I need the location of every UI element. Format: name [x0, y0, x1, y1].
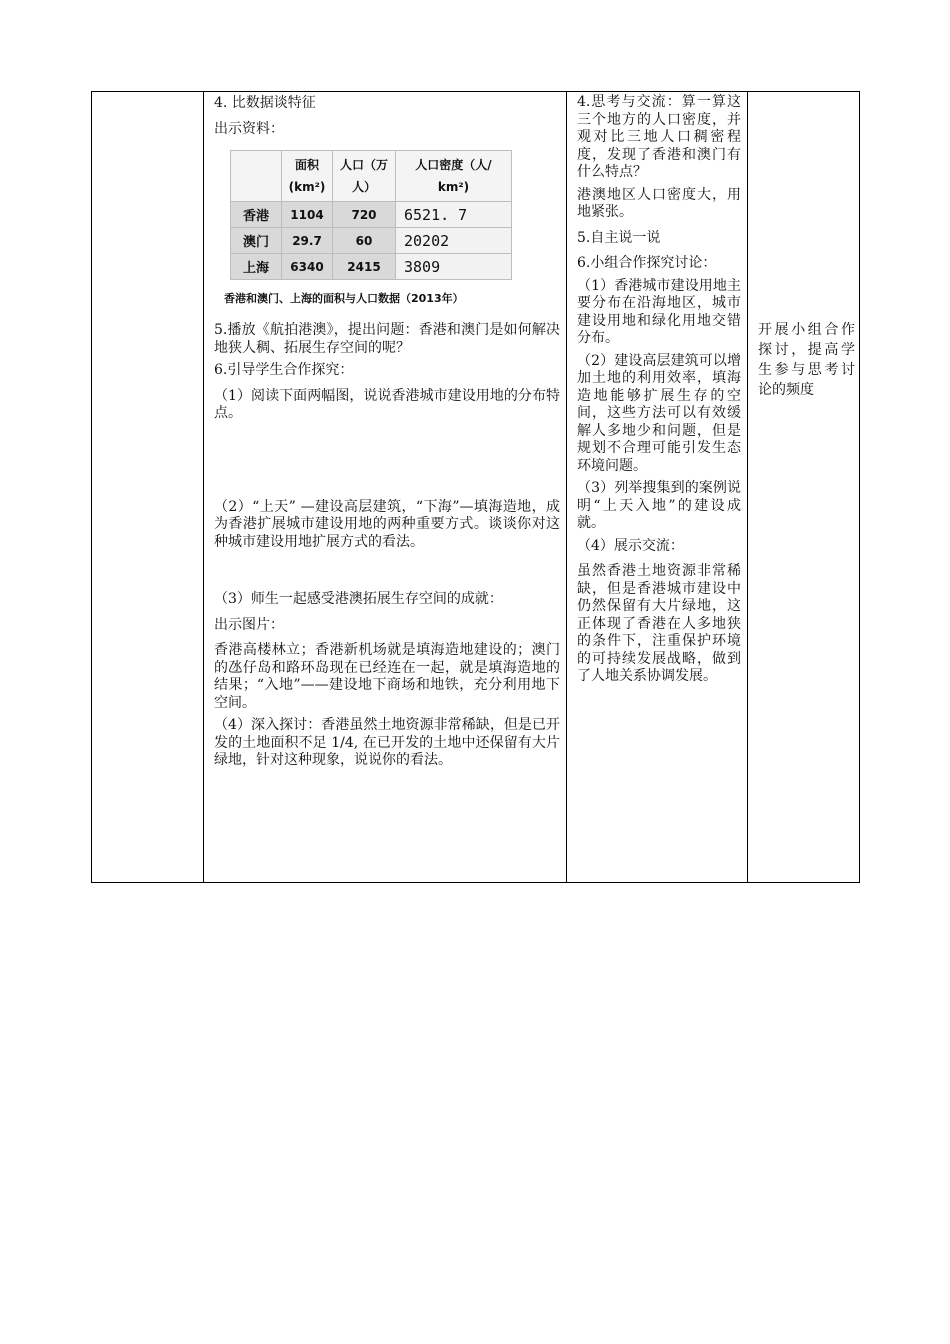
show-material-label: 出示资料： — [214, 120, 284, 137]
question-2: （2）“上天” —建设高层建筑，“下海”—填海造地，成为香港扩展城市建设用地的两种重要方式。谈谈你对这种城市建设用地扩展方式的看法。 — [214, 498, 560, 550]
answer-3: （3）列举搜集到的案例说明“上天入地”的建设成就。 — [577, 480, 741, 531]
lesson-table — [91, 91, 860, 883]
row-name: 上海 — [231, 254, 282, 280]
header-density: 人口密度（人/ km²) — [396, 151, 512, 202]
pictures-description: 香港高楼林立；香港新机场就是填海造地建设的；澳门的氹仔岛和路环岛现在已经连在一起，就是填海造地的结果；“入地”——建设地下商场和地铁，充分利用地下空间。 — [214, 642, 560, 711]
column-student-activity — [568, 92, 747, 882]
header-area: 面积 (km²) — [282, 151, 333, 202]
step-6-text: 6.引导学生合作探究： — [214, 362, 354, 378]
row-name: 澳门 — [231, 228, 282, 254]
row-population: 720 — [333, 202, 396, 228]
section-heading: 4. 比数据谈特征 — [214, 95, 316, 111]
column-teacher-activity — [205, 92, 566, 882]
column-divider — [747, 92, 748, 882]
think-exchange: 4.思考与交流：算一算这三个地方的人口密度，并观对比三地人口稠密程度，发现了香港和澳门有什么特点？ — [577, 94, 741, 180]
design-intent-text: 开展小组合作探讨，提高学生参与思考讨论的频度 — [758, 322, 855, 398]
group-discussion: 6.小组合作探究讨论： — [577, 255, 717, 271]
column-divider — [203, 92, 204, 882]
answer-density: 港澳地区人口密度大，用地紧张。 — [577, 186, 741, 220]
column-divider — [566, 92, 567, 882]
show-pictures-label: 出示图片： — [214, 616, 284, 633]
table-row — [231, 254, 512, 280]
table-corner — [231, 151, 282, 202]
row-area: 6340 — [282, 254, 333, 280]
answer-1: （1）香港城市建设用地主要分布在沿海地区，城市建设用地和绿化用地交错分布。 — [577, 277, 741, 346]
row-density: 6521. 7 — [396, 202, 512, 228]
table-row — [231, 228, 512, 254]
answer-4-label: （4）展示交流： — [577, 537, 684, 554]
row-population: 60 — [333, 228, 396, 254]
table-header-row — [231, 151, 512, 202]
row-area: 29.7 — [282, 228, 333, 254]
question-1: （1）阅读下面两幅图，说说香港城市建设用地的分布特点。 — [214, 387, 560, 421]
column-design-intent — [749, 92, 861, 882]
question-4: （4）深入探讨：香港虽然土地资源非常稀缺，但是已开发的土地面积不足 1/4, 在已开发的土地中还保留有大片绿地，针对这种现象，说说你的看法。 — [214, 717, 560, 768]
row-area: 1104 — [282, 202, 333, 228]
answer-4-text: 虽然香港土地资源非常稀缺，但是香港城市建设中仍然保留有大片绿地，这正体现了香港在人多地狭的条件下，注重保护环境的可持续发展战略，做到了人地关系协调发展。 — [577, 563, 741, 684]
population-data-table — [230, 150, 512, 280]
table-row — [231, 202, 512, 228]
row-density: 20202 — [396, 228, 512, 254]
header-population: 人口（万 人） — [333, 151, 396, 202]
answer-2: （2）建设高层建筑可以增加土地的利用效率，填海造地能够扩展生存的空间，这些方法可以有效缓解人多地少和问题，但是规划不合理可能引发生态环境问题。 — [577, 352, 741, 474]
row-population: 2415 — [333, 254, 396, 280]
row-name: 香港 — [231, 202, 282, 228]
question-3: （3）师生一起感受港澳拓展生存空间的成就： — [214, 591, 503, 607]
row-density: 3809 — [396, 254, 512, 280]
self-talk: 5.自主说一说 — [577, 229, 661, 246]
step-5-text: 5.播放《航拍港澳》，提出问题：香港和澳门是如何解决地狭人稠、拓展生存空间的呢？ — [214, 322, 560, 356]
table-caption: 香港和澳门、上海的面积与人口数据（2013年） — [224, 292, 464, 305]
